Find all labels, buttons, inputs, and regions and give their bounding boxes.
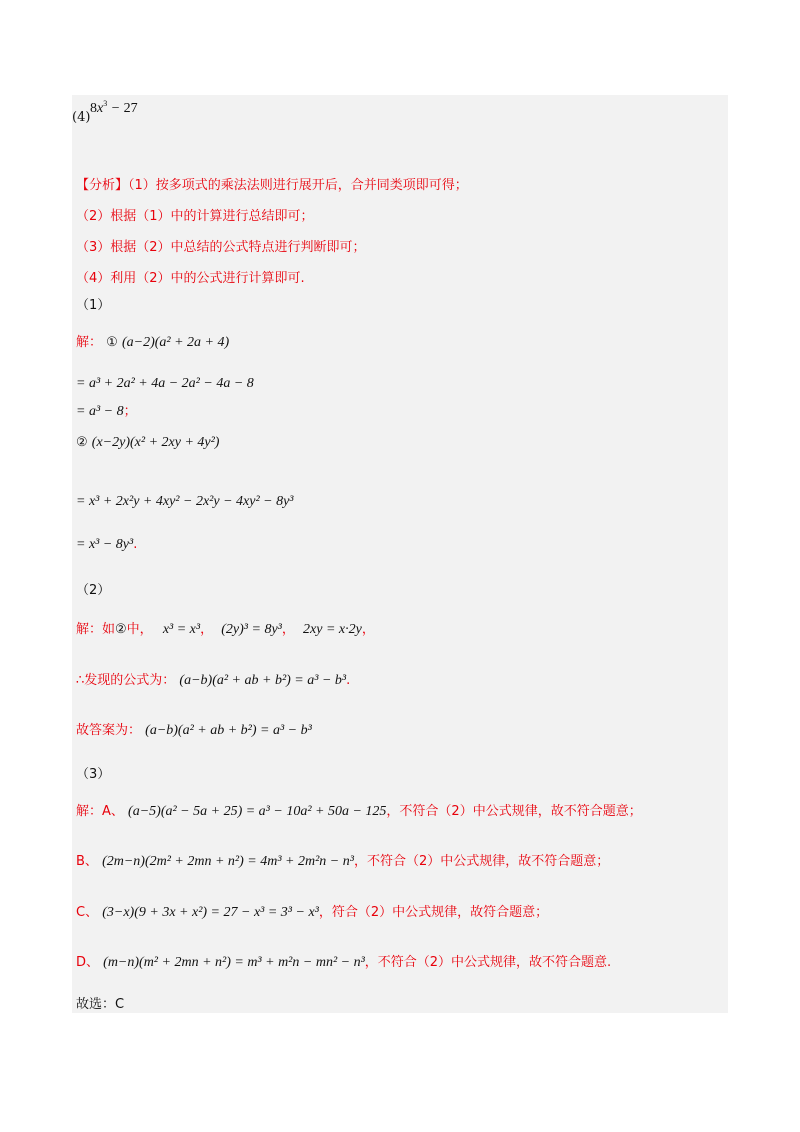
answer-sheet bbox=[72, 95, 728, 1013]
part2-find-line: ∴发现的公式为： (a−b)(a² + ab + b²) = a³ − b³. bbox=[76, 673, 351, 688]
part1-step1b-line: = a³ − 8； bbox=[76, 404, 137, 419]
part1-step1a: = a³ + 2a² + 4a − 2a² − 4a − 8 bbox=[76, 376, 254, 391]
option-d-expr: (m−n)(m² + 2mn + n²) = m³ + m²n − mn² − n³ bbox=[103, 955, 365, 970]
option-b-expr: (2m−n)(2m² + 2mn + n²) = 4m³ + 2m²n − n³ bbox=[102, 854, 354, 869]
circled-one: ① bbox=[106, 335, 118, 350]
final-choice: 故选：C bbox=[76, 997, 125, 1012]
part2-intro-line: 解：如②中， x³ = x³， (2y)³ = 8y³， 2xy = x·2y， bbox=[76, 622, 375, 637]
analysis-line-4: （4）利用（2）中的公式进行计算即可. bbox=[76, 271, 305, 286]
part1-step2b: = x³ − 8y³ bbox=[76, 537, 134, 552]
option-c-expr: (3−x)(9 + 3x + x²) = 27 − x³ = 3³ − x³ bbox=[102, 905, 319, 920]
q4-label: (4) bbox=[72, 110, 91, 125]
circled-two: ② bbox=[76, 435, 88, 450]
part1-expr1-line bbox=[76, 333, 229, 353]
part2-formula: (a−b)(a² + ab + b²) = a³ − b³ bbox=[179, 673, 347, 688]
part1-step2b-line: = x³ − 8y³. bbox=[76, 537, 138, 552]
option-c-line: C、 (3−x)(9 + 3x + x²) = 27 − x³ = 3³ − x³，符合（2）中公式规律，故符合题意； bbox=[76, 905, 549, 920]
part2-answer-label: 故答案为： bbox=[76, 723, 142, 738]
analysis-line-1: 【分析】（1）按多项式的乘法法则进行展开后，合并同类项即可得； bbox=[76, 178, 468, 193]
part1-solution-label: 解： bbox=[76, 335, 103, 350]
option-d-line: D、 (m−n)(m² + 2mn + n²) = m³ + m²n − mn² − n³，不符合（2）中公式规律，故不符合题意. bbox=[76, 955, 612, 970]
part3-label: （3） bbox=[76, 767, 111, 782]
part2-answer-line bbox=[76, 721, 312, 741]
part1-label: （1） bbox=[76, 298, 111, 313]
part1-step1b: = a³ − 8 bbox=[76, 404, 124, 419]
part2-answer-formula: (a−b)(a² + ab + b²) = a³ − b³ bbox=[145, 723, 312, 738]
part2-f3: 2xy = x·2y bbox=[303, 622, 362, 637]
part1-expr2-line bbox=[76, 433, 219, 453]
option-a-line: 解：A、 (a−5)(a² − 5a + 25) = a³ − 10a² + 50a − 125，不符合（2）中公式规律，故不符合题意； bbox=[76, 804, 642, 819]
option-a-expr: (a−5)(a² − 5a + 25) = a³ − 10a² + 50a − 125 bbox=[128, 804, 387, 819]
analysis-line-2: （2）根据（1）中的计算进行总结即可； bbox=[76, 209, 314, 224]
circled-two: ② bbox=[115, 622, 127, 637]
part2-label: （2） bbox=[76, 583, 111, 598]
analysis-line-3: （3）根据（2）中总结的公式特点进行判断即可； bbox=[76, 240, 366, 255]
option-b-line: B、 (2m−n)(2m² + 2mn + n²) = 4m³ + 2m²n − n³，不符合（2）中公式规律，故不符合题意； bbox=[76, 854, 610, 869]
part2-find-label: ∴发现的公式为： bbox=[76, 673, 176, 688]
part1-expr2: (x−2y)(x² + 2xy + 4y²) bbox=[91, 435, 220, 450]
part2-f1: x³ = x³ bbox=[162, 622, 201, 637]
part1-expr1: (a−2)(a² + 2a + 4) bbox=[121, 335, 230, 350]
part2-f2: (2y)³ = 8y³ bbox=[221, 622, 282, 637]
part1-step2a: = x³ + 2x²y + 4xy² − 2x²y − 4xy² − 8y³ bbox=[76, 494, 294, 509]
q4-expression: $8x^3 - 27$ bbox=[90, 99, 138, 116]
analysis-tag: 【分析】 bbox=[76, 178, 129, 193]
